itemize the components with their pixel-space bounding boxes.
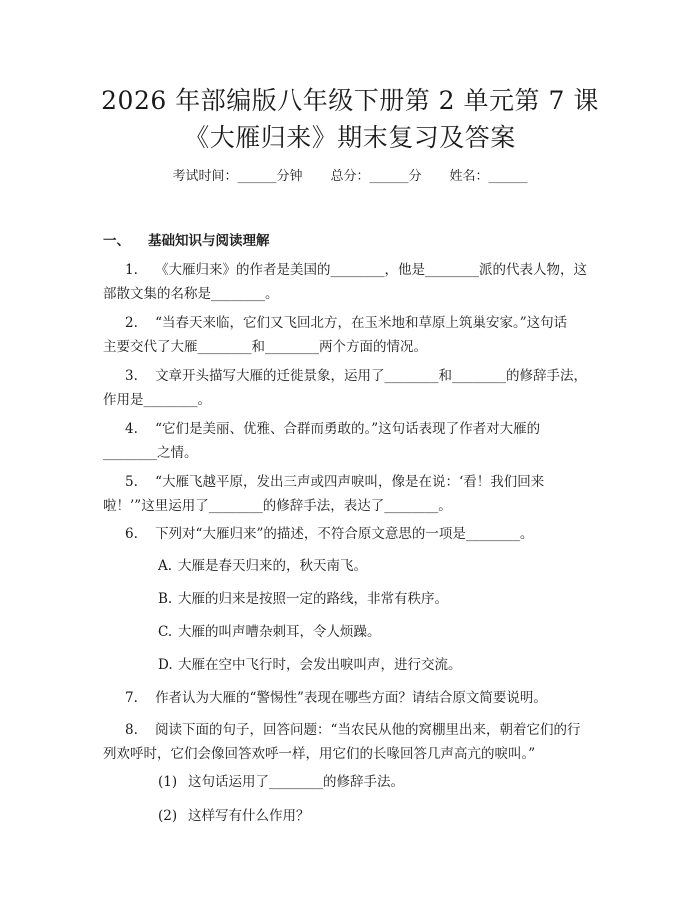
option-a	[158, 556, 367, 576]
question-number: 8.	[125, 722, 138, 738]
question-number: 6.	[125, 526, 138, 542]
question-1	[103, 258, 603, 306]
question-5	[103, 470, 603, 518]
subquestion-1	[158, 772, 404, 792]
subquestion-2	[158, 806, 310, 826]
page-subtitle: 《大雁归来》期末复习及答案	[184, 123, 516, 152]
section-title: 基础知识与阅读理解	[148, 233, 270, 249]
option-text: 大雁的归来是按照一定的路线，非常有秩序。	[178, 591, 448, 607]
question-text-cont: 主要交代了大雁________和________两个方面的情况。	[103, 339, 427, 355]
question-text-cont: 部散文集的名称是________。	[103, 286, 279, 302]
question-text-cont: 作用是________。	[103, 392, 211, 408]
question-number: 7.	[125, 690, 138, 706]
question-6	[103, 522, 603, 546]
option-label: B.	[158, 591, 173, 607]
subquestion-text: 这句话运用了________的修辞手法。	[188, 774, 404, 790]
question-2	[103, 311, 603, 359]
subquestion-label: (2)	[158, 808, 178, 824]
option-label: D.	[158, 657, 173, 673]
question-text: 阅读下面的句子，回答问题：“当农民从他的窝棚里出来，朝着它们的行	[155, 722, 581, 738]
subquestion-label: (1)	[158, 774, 178, 790]
exam-name: 姓名：______	[449, 169, 528, 184]
page-title: 2026 年部编版八年级下册第 2 单元第 7 课	[101, 86, 599, 115]
option-c	[158, 622, 381, 642]
option-d	[158, 655, 462, 675]
option-b	[158, 589, 448, 609]
option-text: 大雁在空中飞行时，会发出唳叫声，进行交流。	[178, 657, 462, 673]
question-number: 4.	[125, 421, 138, 437]
question-text: 作者认为大雁的“警惕性”表现在哪些方面？请结合原文简要说明。	[155, 690, 547, 706]
question-number: 2.	[125, 315, 138, 331]
question-number: 5.	[125, 474, 138, 490]
section-heading	[103, 232, 270, 250]
option-label: C.	[158, 624, 173, 640]
question-number: 1.	[125, 262, 138, 278]
subquestion-text: 这样写有什么作用？	[188, 808, 310, 824]
question-text-cont: 列欢呼时，它们会像回答欢呼一样，用它们的长喙回答几声高亢的唳叫。”	[103, 746, 536, 762]
option-label: A.	[158, 558, 173, 574]
option-text: 大雁的叫声嘈杂刺耳，令人烦躁。	[178, 624, 381, 640]
question-text-cont: 啦！’”这里运用了________的修辞手法，表达了________。	[103, 498, 452, 514]
question-4	[103, 417, 603, 465]
option-text: 大雁是春天归来的，秋天南飞。	[178, 558, 367, 574]
question-8	[103, 718, 603, 766]
question-text: “它们是美丽、优雅、合群而勇敢的。”这句话表现了作者对大雁的	[155, 421, 541, 437]
question-7	[103, 686, 603, 710]
question-text: 文章开头描写大雁的迁徙景象，运用了________和________的修辞手法，	[155, 368, 588, 384]
question-number: 3.	[125, 368, 138, 384]
question-text-cont: ________之情。	[103, 445, 198, 461]
question-text: 《大雁归来》的作者是美国的________，他是________派的代表人物，这	[155, 262, 588, 278]
question-3	[103, 364, 603, 412]
question-text: “大雁飞越平原，发出三声或四声唳叫，像是在说：‘看！我们回来	[155, 474, 545, 490]
exam-score: 总分：______分	[330, 169, 422, 184]
exam-time: 考试时间：______分钟	[172, 169, 303, 184]
exam-meta	[0, 168, 700, 186]
question-text: “当春天来临，它们又飞回北方，在玉米地和草原上筑巢安家。”这句话	[155, 315, 568, 331]
section-number: 一、	[103, 233, 130, 249]
question-text: 下列对“大雁归来”的描述，不符合原文意思的一项是________。	[155, 526, 534, 542]
